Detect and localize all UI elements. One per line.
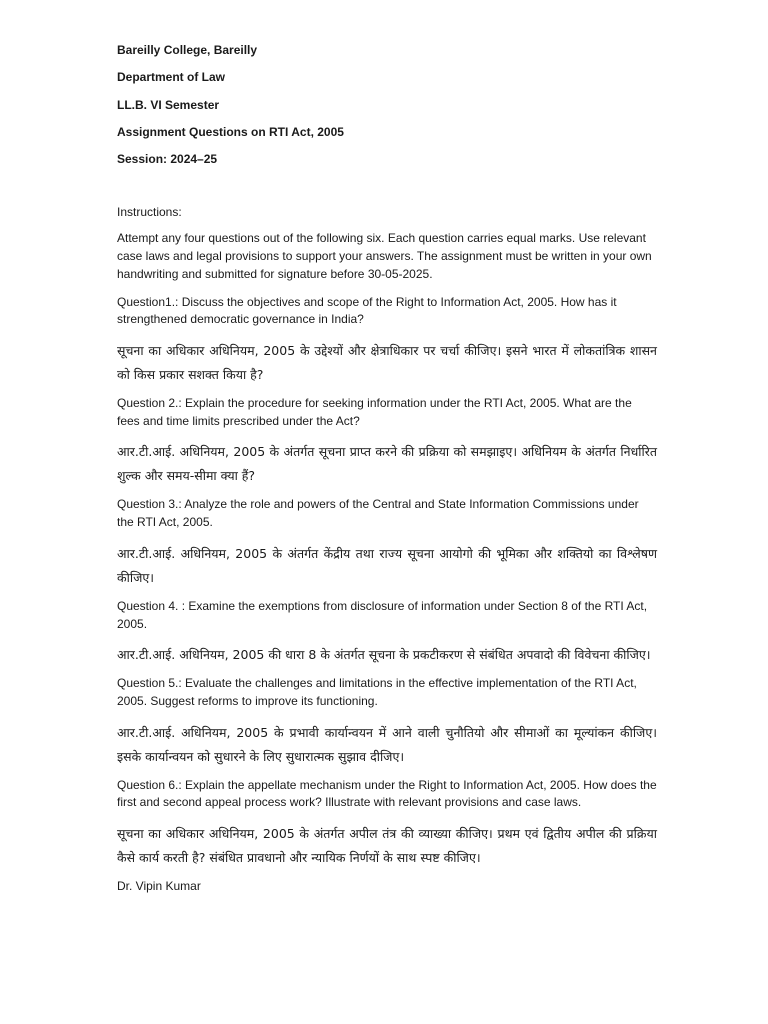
department-name: Department of Law: [117, 70, 226, 85]
question-1-en: Question1.: Discuss the objectives and scope of the Right to Information Act, 2005. How has it strengthened democratic governance in India?: [117, 294, 617, 327]
question-6-hi: सूचना का अधिकार अधिनियम, 2005 के अंतर्गत अपील तंत्र की व्याख्या कीजिए। प्रथम एवं द्वितीय अपील की प्रक्रिया कैसे कार्य करती है? संबंधित प्रावधानो और न्यायिक निर्णयों के साथ स्पष्ट कीजिए।: [117, 826, 657, 866]
signature: Dr. Vipin Kumar: [117, 879, 201, 894]
question-3-hi: आर.टी.आई. अधिनियम, 2005 के अंतर्गत केंद्रीय तथा राज्य सूचना आयोगो की भूमिका और शक्तियो का विश्लेषण कीजिए।: [117, 545, 657, 585]
question-4-en: Question 4. : Examine the exemptions from disclosure of information under Section 8 of the RTI Act, 2005.: [117, 598, 648, 631]
semester: LL.B. VI Semester: [117, 97, 220, 112]
question-6-en: Question 6.: Explain the appellate mechanism under the Right to Information Act, 2005. How does the first and second appeal process work? Illustrate with relevant provisions and case laws.: [117, 777, 657, 810]
question-3-en: Question 3.: Analyze the role and powers of the Central and State Information Commissions under the RTI Act, 2005.: [117, 497, 639, 530]
document-page: [117, 42, 657, 894]
question-5-en: Question 5.: Evaluate the challenges and limitations in the effective implementation of the RTI Act, 2005. Suggest reforms to improve its functioning.: [117, 676, 637, 708]
question-2-en: Question 2.: Explain the procedure for seeking information under the RTI Act, 2005. What are the fees and time limits prescribed under the Act?: [117, 396, 632, 428]
question-4-hi: आर.टी.आई. अधिनियम, 2005 की धारा 8 के अंतर्गत सूचना के प्रकटीकरण से संबंधित अपवादो की विवेचना कीजिए।: [117, 647, 651, 663]
session: Session: 2024–25: [117, 152, 218, 167]
question-1-hi: सूचना का अधिकार अधिनियम, 2005 के उद्देश्यों और क्षेत्राधिकार पर चर्चा कीजिए। इसने भारत में लोकतांत्रिक शासन को किस प्रकार सशक्त किया है?: [117, 343, 657, 382]
instructions-text: Attempt any four questions out of the following six. Each question carries equal marks. Use relevant case laws and legal provisions to support your answers. The assignment must be written in your own handwriting and submitted for signature before 30-05-2025.: [117, 231, 652, 281]
assignment-title: Assignment Questions on RTI Act, 2005: [117, 124, 344, 139]
college-name: Bareilly College, Bareilly: [117, 43, 258, 57]
instructions-label: Instructions:: [117, 205, 182, 220]
question-2-hi: आर.टी.आई. अधिनियम, 2005 के अंतर्गत सूचना प्राप्त करने की प्रक्रिया को समझाइए। अधिनियम के अंतर्गत निर्धारित शुल्क और समय-सीमा क्या हैं?: [117, 444, 657, 484]
question-5-hi: आर.टी.आई. अधिनियम, 2005 के प्रभावी कार्यान्वयन में आने वाली चुनौतियो और सीमाओं का मूल्यांकन कीजिए। इसके कार्यान्वयन को सुधारने के लिए सुधारात्मक सुझाव दीजिए।: [117, 724, 657, 764]
